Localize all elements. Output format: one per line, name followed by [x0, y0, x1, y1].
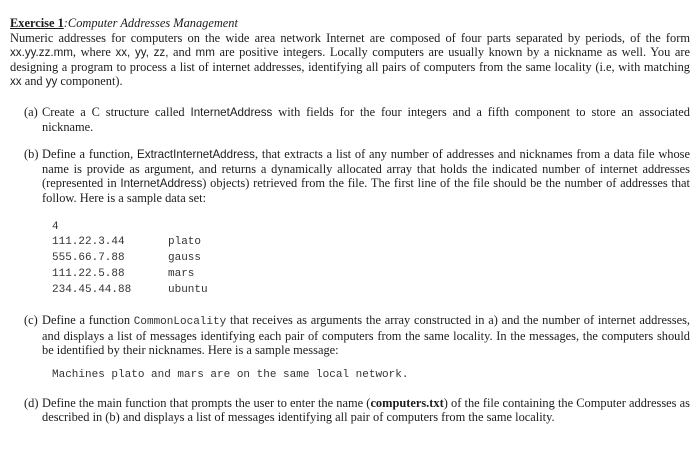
- table-row: [52, 251, 208, 267]
- part-a-text: Create a C structure called InternetAddress with fields for the four integers and a fifth component to store an associated nickname.: [42, 105, 690, 134]
- address-var-yy: yy: [45, 75, 58, 88]
- intro-text: and: [21, 74, 46, 88]
- sample-message: Machines plato and mars are on the same local network.: [52, 369, 409, 381]
- intro-text: and: [168, 45, 196, 59]
- part-c: [24, 313, 690, 357]
- part-d: [24, 396, 690, 424]
- sample-table: [52, 235, 208, 299]
- sample-address: 111.22.3.44: [52, 236, 125, 248]
- part-d-tag: (d): [24, 396, 39, 410]
- sample-address: 234.45.44.88: [52, 284, 132, 296]
- function-name: CommonLocality: [133, 316, 227, 328]
- struct-name: InternetAddress: [120, 177, 203, 190]
- address-var-xx: xx: [10, 75, 22, 88]
- intro-paragraph: [10, 31, 690, 89]
- sample-nickname: mars: [168, 268, 195, 280]
- table-row: [52, 267, 208, 283]
- sample-count: 4: [52, 221, 59, 233]
- exercise-subtitle: :Computer Addresses Management: [63, 16, 238, 30]
- part-b-tag: (b): [24, 147, 39, 161]
- exercise-label: Exercise 1: [10, 16, 64, 30]
- sample-nickname: plato: [168, 236, 202, 248]
- address-var-mm: mm: [195, 46, 215, 59]
- part-c-text: Define a function CommonLocality that receives as arguments the array constructed in a) and the number of internet addresses, and displays a list of messages identifying each pair of computers from the same locality. In the messages, the computers should be identified by their nicknames. Here is a sample message:: [42, 313, 691, 357]
- sample-address: 555.66.7.88: [52, 252, 125, 264]
- part-b: [24, 147, 690, 205]
- table-row: [52, 235, 208, 251]
- function-name: ExtractInternetAddress: [137, 148, 255, 161]
- file-name: computers.txt: [370, 396, 444, 410]
- part-a-tag: (a): [24, 105, 38, 119]
- part-b-text: Define a function, ExtractInternetAddress, that extracts a list of any number of addresses and nicknames from a data file whose name is provide as argument, and returns a dynamically allocated array that holds the indicated number of internet addresses (represented in InternetAddress) objects) retrieved from the file. The first line of the file should be the number of addresses that follow. Here is a sample data set:: [42, 147, 690, 205]
- intro-text: Numeric addresses for computers on the wide area network Internet are composed of four parts separated by periods, of the form: [10, 31, 690, 45]
- part-a: [24, 105, 690, 134]
- sample-nickname: gauss: [168, 252, 202, 264]
- address-vars: xx, yy, zz,: [115, 46, 169, 59]
- part-c-tag: (c): [24, 313, 38, 327]
- sample-nickname: ubuntu: [168, 284, 208, 296]
- exercise-title: [10, 16, 690, 30]
- intro-text: are positive integers. Locally computers are usually known by a nickname as well. You are designing a program to process a list of internet addresses, identifying all pairs of computers from the same locality (i.e, with matching: [10, 45, 691, 74]
- intro-text: , where: [72, 45, 116, 59]
- intro-text: component).: [57, 74, 123, 88]
- sample-data-set: [52, 219, 690, 299]
- struct-name: InternetAddress: [190, 106, 273, 119]
- part-d-text: Define the main function that prompts the user to enter the name (computers.txt) of the file containing the Computer addresses as described in (b) and displays a list of messages identifying all pair of computers from the same locality.: [42, 396, 690, 424]
- sample-address: 111.22.5.88: [52, 268, 125, 280]
- table-row: [52, 283, 208, 299]
- address-form: xx.yy.zz.mm: [10, 46, 73, 59]
